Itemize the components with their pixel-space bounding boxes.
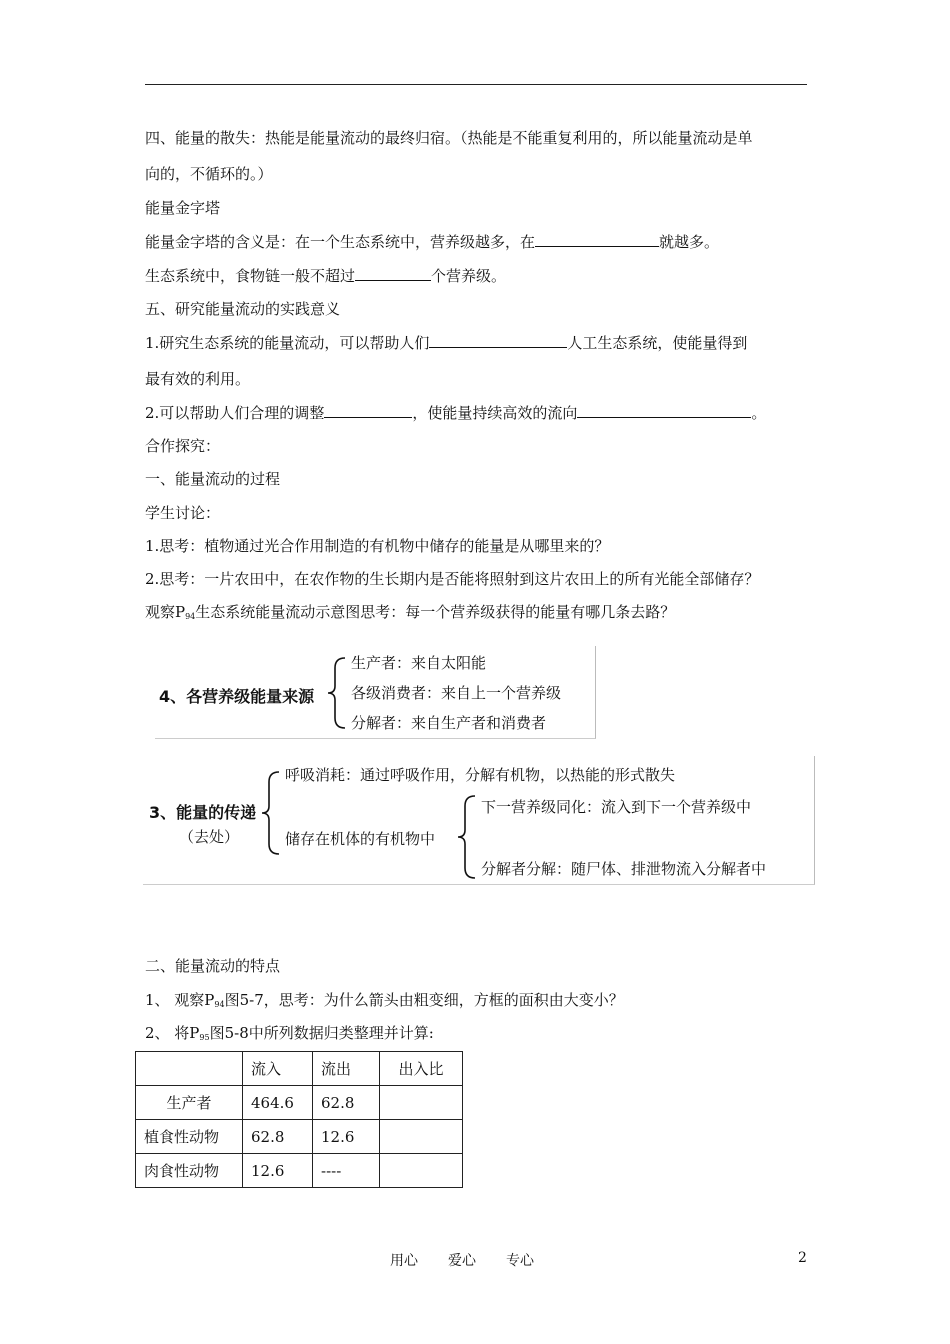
text-line — [145, 232, 719, 252]
text-line — [145, 333, 747, 353]
table-header-cell: 流出 — [313, 1052, 380, 1086]
text-line: 2.思考：一片农田中，在农作物的生长期内是否能将照射到这片农田上的所有光能全部储存？ — [145, 570, 760, 588]
text: 2.可以帮助人们合理的调整 — [145, 404, 325, 422]
figure-title: 4、各营养级能量来源 — [159, 687, 315, 706]
fill-blank[interactable] — [429, 333, 567, 348]
text-line: 向的，不循环的。） — [145, 165, 273, 183]
branch-label: 呼吸消耗：通过呼吸作用，分解有机物，以热能的形式散失 — [285, 766, 676, 784]
text: 人工生态系统，使能量得到 — [567, 334, 748, 352]
section-heading: 二、能量流动的特点 — [145, 957, 281, 975]
text-line — [145, 1023, 434, 1048]
text-line: 学生讨论： — [145, 504, 221, 522]
footer-text: 用心 — [390, 1253, 418, 1269]
text-line: 合作探究： — [145, 437, 221, 455]
page-number: 2 — [798, 1250, 807, 1266]
section-heading: 五、研究能量流动的实践意义 — [145, 300, 341, 318]
text-line — [145, 403, 766, 423]
footer-text: 专心 — [506, 1253, 534, 1269]
table-header-row — [136, 1052, 463, 1086]
text: 生态系统中，食物链一般不超过 — [145, 267, 356, 285]
text-line — [145, 266, 506, 286]
table-cell[interactable] — [380, 1086, 463, 1120]
text-line: 1.思考：植物通过光合作用制造的有机物中储存的能量是从哪里来的？ — [145, 537, 610, 555]
figure-title: 3、能量的传递 — [149, 803, 257, 822]
text: 图5-8中所列数据归类整理并计算: — [209, 1024, 434, 1042]
text: 1.研究生态系统的能量流动，可以帮助人们 — [145, 334, 430, 352]
fill-blank[interactable] — [324, 403, 412, 418]
fill-blank[interactable] — [355, 266, 431, 281]
table-header-cell — [136, 1052, 243, 1086]
branch-label: 储存在机体的有机物中 — [285, 830, 436, 848]
figure-subtitle: （去处） — [179, 828, 240, 846]
section-heading: 一、能量流动的过程 — [145, 470, 281, 488]
text-line: 能量金字塔 — [145, 199, 221, 217]
table-row — [136, 1120, 463, 1154]
table-row — [136, 1154, 463, 1188]
fill-blank[interactable] — [577, 403, 751, 418]
branch-label: 分解者分解：随尸体、排泄物流入分解者中 — [481, 860, 767, 878]
text: 就越多。 — [659, 233, 720, 251]
table-cell: 62.8 — [313, 1086, 380, 1120]
page-ref: 94 — [214, 1000, 225, 1009]
table-header-cell: 流入 — [243, 1052, 313, 1086]
table-cell: ---- — [313, 1154, 380, 1188]
text: ，使能量持续高效的流向 — [412, 404, 578, 422]
table-cell: 植食性动物 — [136, 1120, 243, 1154]
energy-source-figure — [155, 646, 596, 739]
source-item: 各级消费者：来自上一个营养级 — [351, 684, 562, 702]
text-line — [145, 602, 675, 627]
branch-label: 下一营养级同化：流入到下一个营养级中 — [481, 798, 752, 816]
table-row — [136, 1086, 463, 1120]
page-ref: 94 — [185, 612, 196, 621]
table-cell: 肉食性动物 — [136, 1154, 243, 1188]
brace-icon — [259, 770, 283, 856]
text: 生态系统能量流动示意图思考：每一个营养级获得的能量有哪几条去路？ — [195, 603, 676, 621]
table-cell: 12.6 — [243, 1154, 313, 1188]
table-header-cell: 出入比 — [380, 1052, 463, 1086]
source-item: 分解者：来自生产者和消费者 — [351, 714, 547, 732]
source-item: 生产者：来自太阳能 — [351, 654, 487, 672]
footer-text: 爱心 — [448, 1253, 476, 1269]
page-ref: 95 — [199, 1033, 210, 1042]
table-cell[interactable] — [380, 1120, 463, 1154]
text: 个营养级。 — [431, 267, 507, 285]
header-rule — [145, 84, 807, 85]
table-cell[interactable] — [380, 1154, 463, 1188]
text: 1、 观察P — [145, 991, 215, 1009]
energy-transfer-figure — [143, 756, 815, 885]
text: 2、 将P — [145, 1024, 200, 1042]
text-line: 四、能量的散失：热能是能量流动的最终归宿。（热能是不能重复利用的，所以能量流动是单 — [145, 129, 753, 147]
brace-icon — [455, 794, 479, 880]
fill-blank[interactable] — [535, 232, 659, 247]
energy-data-table — [135, 1051, 463, 1188]
table-cell: 生产者 — [136, 1086, 243, 1120]
table-cell: 464.6 — [243, 1086, 313, 1120]
text: 能量金字塔的含义是：在一个生态系统中，营养级越多，在 — [145, 233, 536, 251]
text: 图5-7，思考：为什么箭头由粗变细，方框的面积由大变小？ — [224, 991, 624, 1009]
table-cell: 12.6 — [313, 1120, 380, 1154]
text: 。 — [751, 404, 767, 422]
text-line: 最有效的利用。 — [145, 370, 251, 388]
text-line — [145, 990, 624, 1015]
text: 观察P — [145, 603, 186, 621]
table-cell: 62.8 — [243, 1120, 313, 1154]
brace-icon — [325, 656, 349, 730]
